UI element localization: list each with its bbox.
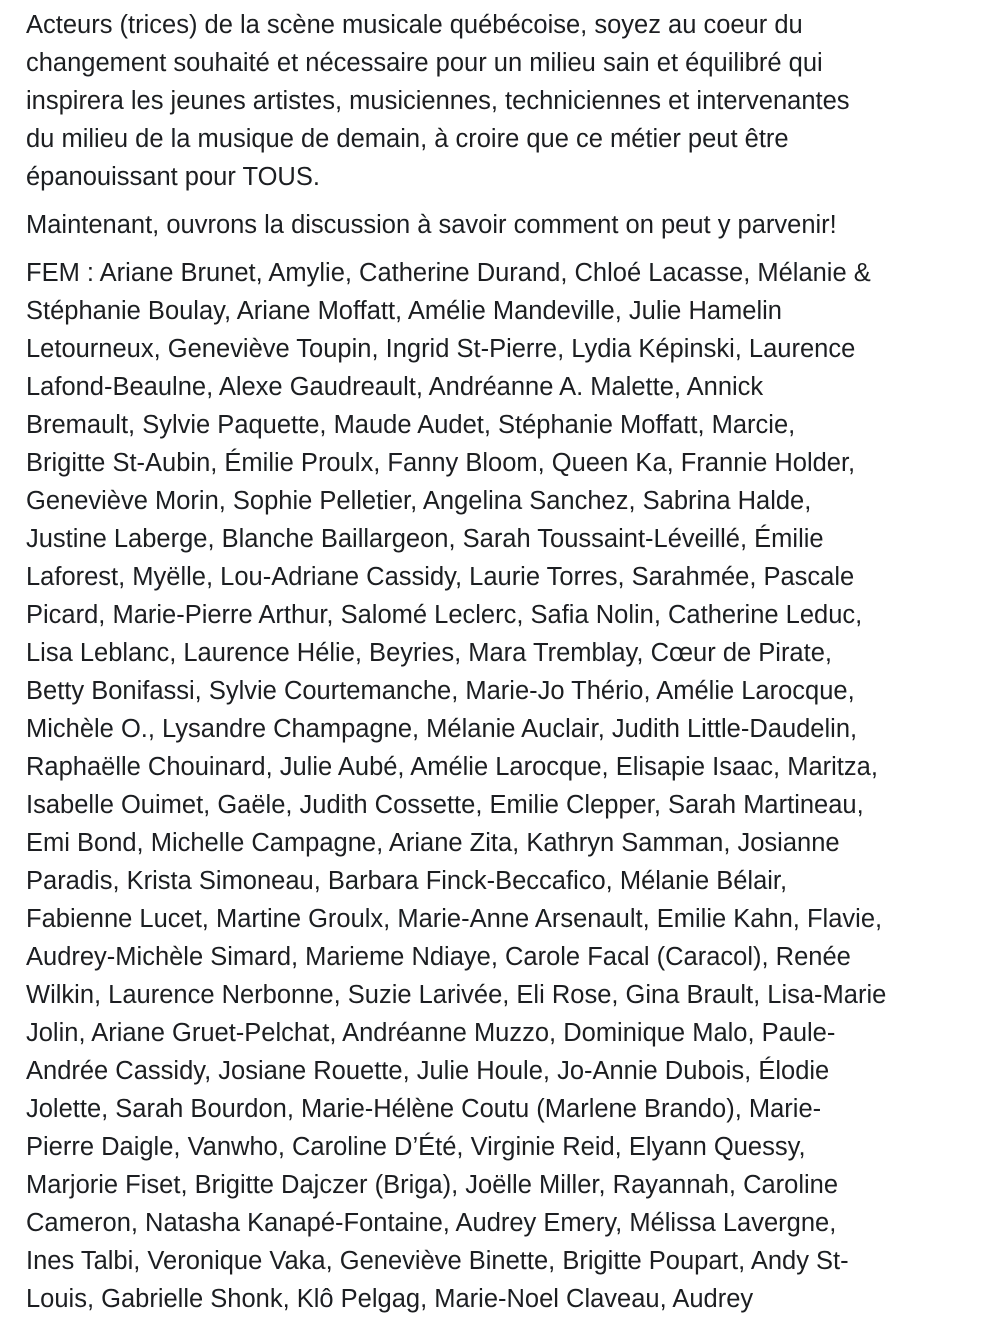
text-line: Maintenant, ouvrons la discussion à savoir comment on peut y parvenir! — [26, 211, 837, 239]
text-line: Paradis, Krista Simoneau, Barbara Finck-Beccafico, Mélanie Bélair, — [26, 867, 788, 895]
text-line: Marjorie Fiset, Brigitte Dajczer (Briga), Joëlle Miller, Rayannah, Caroline — [26, 1171, 839, 1199]
text-line: Stéphanie Boulay, Ariane Moffatt, Amélie Mandeville, Julie Hamelin — [26, 297, 782, 325]
text-line: Pierre Daigle, Vanwho, Caroline D’Été, Virginie Reid, Elyann Quessy, — [26, 1133, 806, 1161]
text-line: inspirera les jeunes artistes, musiciennes, techniciennes et intervenantes — [26, 87, 850, 115]
text-line: Brigitte St-Aubin, Émilie Proulx, Fanny Bloom, Queen Ka, Frannie Holder, — [26, 449, 856, 477]
text-line: Geneviève Morin, Sophie Pelletier, Angelina Sanchez, Sabrina Halde, — [26, 487, 812, 515]
text-line: Laforest, Myëlle, Lou-Adriane Cassidy, Laurie Torres, Sarahmée, Pascale — [26, 563, 855, 591]
text-line: Michèle O., Lysandre Champagne, Mélanie Auclair, Judith Little-Daudelin, — [26, 715, 858, 743]
post-paragraph-intro — [26, 6, 998, 196]
text-line: Lafond-Beaulne, Alexe Gaudreault, Andréanne A. Malette, Annick — [26, 373, 764, 401]
text-line: Ines Talbi, Veronique Vaka, Geneviève Binette, Brigitte Poupart, Andy St- — [26, 1247, 849, 1275]
text-line: Raphaëlle Chouinard, Julie Aubé, Amélie Larocque, Elisapie Isaac, Maritza, — [26, 753, 878, 781]
text-line: Betty Bonifassi, Sylvie Courtemanche, Marie-Jo Thério, Amélie Larocque, — [26, 677, 855, 705]
text-line: Andrée Cassidy, Josiane Rouette, Julie Houle, Jo-Annie Dubois, Élodie — [26, 1057, 830, 1085]
text-line: Wilkin, Laurence Nerbonne, Suzie Larivée, Eli Rose, Gina Brault, Lisa-Marie — [26, 981, 887, 1009]
text-line: Louis, Gabrielle Shonk, Klô Pelgag, Marie-Noel Claveau, Audrey — [26, 1285, 754, 1313]
text-line: Emi Bond, Michelle Campagne, Ariane Zita, Kathryn Samman, Josianne — [26, 829, 840, 857]
text-line: Fabienne Lucet, Martine Groulx, Marie-Anne Arsenault, Emilie Kahn, Flavie, — [26, 905, 883, 933]
text-line: Audrey-Michèle Simard, Marieme Ndiaye, Carole Facal (Caracol), Renée — [26, 943, 851, 971]
text-line: épanouissant pour TOUS. — [26, 163, 320, 191]
text-line: Justine Laberge, Blanche Baillargeon, Sarah Toussaint-Léveillé, Émilie — [26, 525, 824, 553]
text-line: Jolin, Ariane Gruet-Pelchat, Andréanne Muzzo, Dominique Malo, Paule- — [26, 1019, 836, 1047]
text-line: Acteurs (trices) de la scène musicale québécoise, soyez au coeur du — [26, 11, 803, 39]
text-line: Bremault, Sylvie Paquette, Maude Audet, Stéphanie Moffatt, Marcie, — [26, 411, 796, 439]
text-line: Isabelle Ouimet, Gaële, Judith Cossette, Emilie Clepper, Sarah Martineau, — [26, 791, 864, 819]
text-line: du milieu de la musique de demain, à croire que ce métier peut être — [26, 125, 789, 153]
text-line: Lisa Leblanc, Laurence Hélie, Beyries, Mara Tremblay, Cœur de Pirate, — [26, 639, 832, 667]
text-line: FEM : Ariane Brunet, Amylie, Catherine Durand, Chloé Lacasse, Mélanie & — [26, 259, 871, 287]
text-line: changement souhaité et nécessaire pour un milieu sain et équilibré qui — [26, 49, 823, 77]
text-line: Cameron, Natasha Kanapé-Fontaine, Audrey Emery, Mélissa Lavergne, — [26, 1209, 837, 1237]
post-paragraph-call — [26, 206, 998, 244]
text-line: Letourneux, Geneviève Toupin, Ingrid St-Pierre, Lydia Képinski, Laurence — [26, 335, 856, 363]
post-paragraph-signatories — [26, 254, 998, 1318]
text-line: Picard, Marie-Pierre Arthur, Salomé Leclerc, Safia Nolin, Catherine Leduc, — [26, 601, 863, 629]
text-line: Jolette, Sarah Bourdon, Marie-Hélène Coutu (Marlene Brando), Marie- — [26, 1095, 822, 1123]
